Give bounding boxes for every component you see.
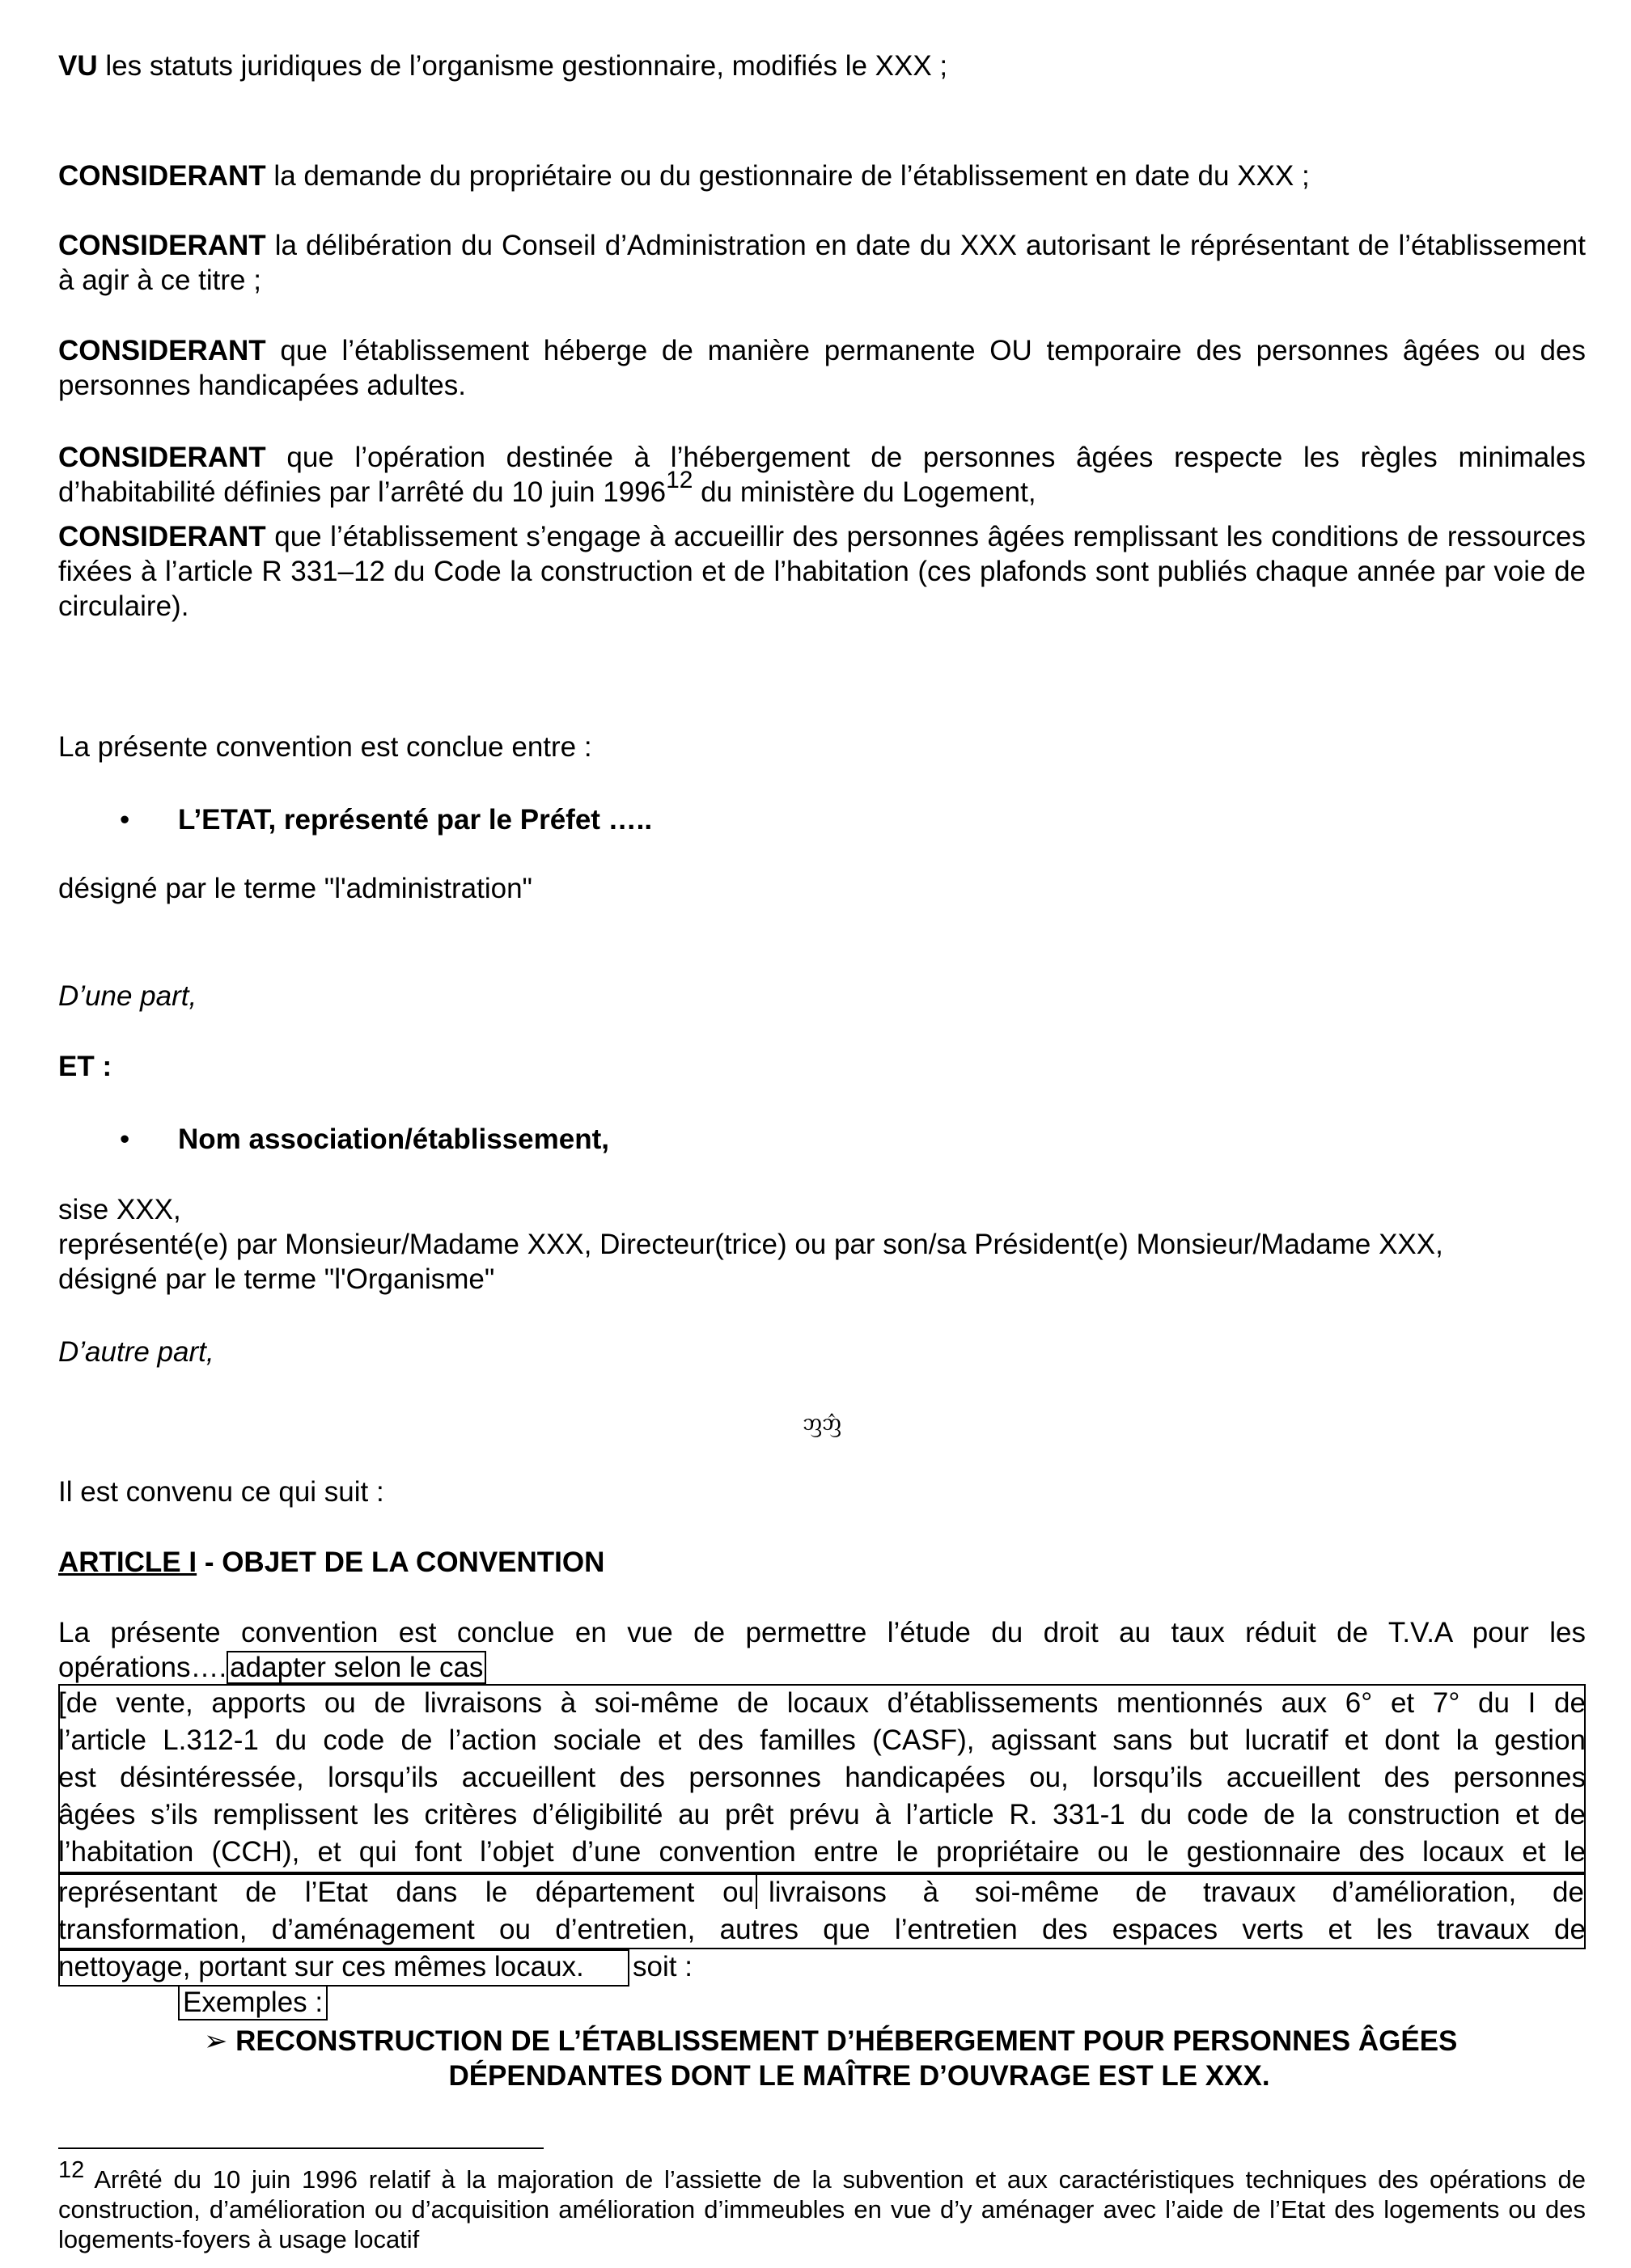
boxed-line: est désintéressée, lorsqu’ils accueillent des personnes handicapées ou, lorsqu’ils accueillent des personnes — [58, 1762, 1586, 1793]
footnote-separator — [58, 2147, 544, 2149]
article-intro: La présente convention est conclue en vue de permettre l’étude du droit au taux réduit de T.V.A pour les — [58, 1617, 1586, 1648]
vu-paragraph — [58, 49, 1586, 83]
reconstruction-line-2: DÉPENDANTES DONT LE MAÎTRE D’OUVRAGE EST LE XXX. — [448, 2060, 1270, 2092]
exemples-box: Exemples : — [178, 1985, 328, 2020]
boxed-line: l’article L.312-1 du code de l’action sociale et des familles (CASF), agissant sans but lucratif et dont la gestion — [58, 1724, 1586, 1756]
party-1-name: L’ETAT, représenté par le Préfet ….. — [178, 804, 653, 836]
arrow-bullet-icon: ➢ — [204, 2025, 228, 2057]
ornament-glyph: ᦀᦁ — [803, 1409, 841, 1436]
considerant-4 — [58, 440, 1586, 510]
boxed-line: transformation, d’aménagement ou d’entretien, autres que l’entretien des espaces verts et les travaux de — [58, 1914, 1586, 1945]
une-part: D’une part, — [58, 980, 197, 1012]
footnote-text: Arrêté du 10 juin 1996 relatif à la majoration de l’assiette de la subvention et aux caractéristiques techniques des opérations de construction, d’amélioration ou d’acquisition amélioration d’immeubles en vue d’y aménager avec l’aide de l’Etat des logements ou des logements-foyers à usage locatif — [58, 2165, 1586, 2253]
article-ops: opérations…. — [58, 1652, 227, 1683]
footnote-number: 12 — [58, 2156, 85, 2183]
vu-text: les statuts juridiques de l’organisme gestionnaire, modifiés le XXX ; — [97, 50, 948, 82]
conclue-entre: La présente convention est conclue entre : — [58, 731, 592, 763]
boxed-line: l’habitation (CCH), et qui font l’objet d’une convention entre le propriétaire ou le gestionnaire des locaux et le — [58, 1836, 1586, 1868]
bullet-icon: • — [120, 804, 130, 836]
considerant-label: CONSIDERANT — [58, 335, 266, 366]
sise: sise XXX, — [58, 1194, 181, 1225]
designe-administration: désigné par le terme "l'administration" — [58, 873, 532, 904]
article-title: - OBJET DE LA CONVENTION — [197, 1547, 605, 1578]
considerant-label: CONSIDERANT — [58, 521, 266, 552]
bullet-icon: • — [120, 1123, 130, 1155]
considerant-label: CONSIDERANT — [58, 442, 266, 473]
article-heading — [58, 1545, 1586, 1580]
considerant-label: CONSIDERANT — [58, 230, 266, 261]
represente: représenté(e) par Monsieur/Madame XXX, Directeur(trice) ou par son/sa Président(e) Monsieur/Madame XXX, — [58, 1229, 1443, 1260]
article-label: ARTICLE I — [58, 1547, 197, 1578]
reconstruction-item — [204, 2024, 1586, 2093]
boxed-line-end: nettoyage, portant sur ces mêmes locaux. — [58, 1951, 584, 1982]
reconstruction-line-1 — [204, 2024, 1586, 2059]
footnote — [58, 2156, 1586, 2254]
boxed-line: âgées s’ils remplissent les critères d’éligibilité au prêt prévu à l’article R. 331-1 du code de la construction et de — [58, 1799, 1586, 1830]
vu-label: VU — [58, 50, 98, 82]
ornament-icon — [58, 1405, 1586, 1440]
considerant-text: que l’établissement héberge de manière permanente OU temporaire des personnes âgées ou des personnes handicapées adultes. — [58, 335, 1586, 401]
box-divider — [756, 1872, 757, 1909]
convenu: Il est convenu ce qui suit : — [58, 1476, 384, 1508]
footnote-reference[interactable]: 12 — [666, 467, 693, 494]
designe-organisme: désigné par le terme "l'Organisme" — [58, 1263, 495, 1295]
considerant-text: que l’établissement s’engage à accueillir des personnes âgées remplissant les conditions de ressources fixées à l’article R 331–12 du Code la construction et de l’habitation (ces plafonds sont publiés chaque année par voie de circulaire). — [58, 521, 1586, 622]
considerant-text-end: du ministère du Logement, — [693, 476, 1036, 508]
autre-part: D’autre part, — [58, 1336, 214, 1368]
boxed-soit: soit : — [633, 1951, 693, 1982]
considerant-text: que l’opération destinée à l’hébergement de personnes âgées respecte les règles minimales d’habitabilité définies par l’arrêté du 10 juin 1996 — [58, 442, 1586, 508]
considerant-2 — [58, 228, 1586, 298]
et-label: ET : — [58, 1051, 112, 1082]
boxed-line-6a: représentant de l’Etat dans le département ou — [58, 1877, 754, 1908]
considerant-3 — [58, 333, 1586, 403]
considerant-5 — [58, 519, 1586, 624]
exemples-label — [178, 1985, 328, 2020]
considerant-text: la demande du propriétaire ou du gestionnaire de l’établissement en date du XXX ; — [265, 160, 1310, 192]
article-ops-line — [58, 1650, 1586, 1685]
considerant-1 — [58, 159, 1586, 193]
boxed-line-6b: livraisons à soi-même de travaux d’amélioration, de — [769, 1877, 1584, 1908]
boxed-line: [de vente, apports ou de livraisons à soi-même de locaux d’établissements mentionnés aux 6° et 7° du I de — [58, 1687, 1586, 1719]
considerant-label: CONSIDERANT — [58, 160, 266, 192]
party-2-name: Nom association/établissement, — [178, 1123, 609, 1155]
adapter-box: adapter selon le cas — [227, 1651, 486, 1684]
reconstruction-text-1: RECONSTRUCTION DE L’ÉTABLISSEMENT D’HÉBERGEMENT POUR PERSONNES ÂGÉES — [235, 2025, 1458, 2057]
considerant-text: la délibération du Conseil d’Administration en date du XXX autorisant le réprésentant de l’établissement à agir à ce titre ; — [58, 230, 1586, 296]
